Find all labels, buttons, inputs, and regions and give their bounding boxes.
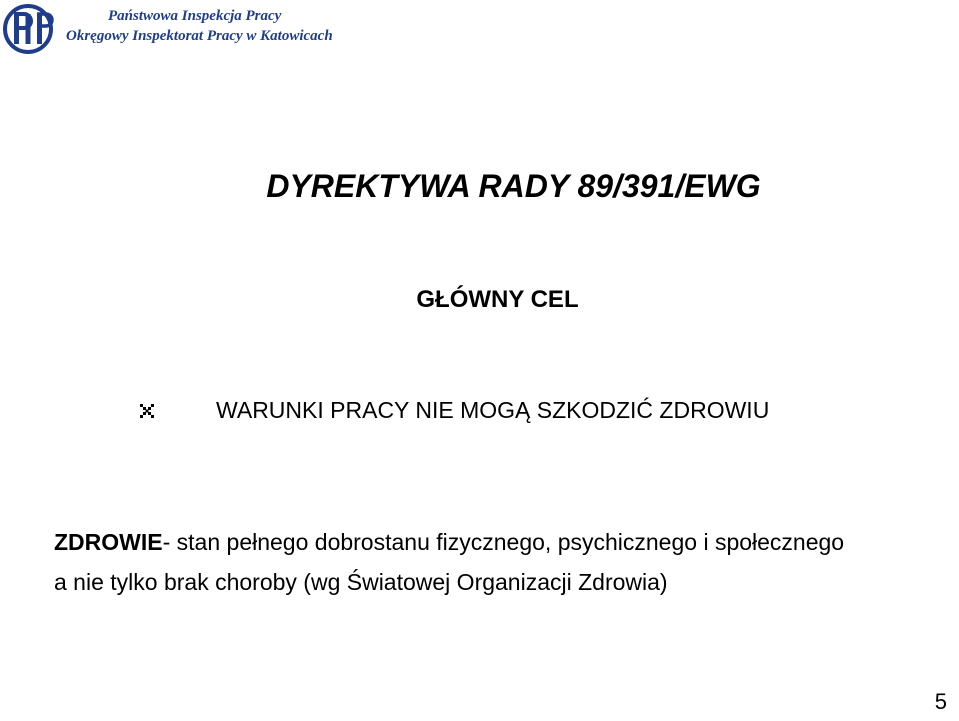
definition-text-1: - stan pełnego dobrostanu fizycznego, psychicznego i społecznego bbox=[162, 529, 845, 555]
header bbox=[0, 0, 400, 60]
org-unit: Okręgowy Inspektorat Pracy w Katowicach bbox=[66, 28, 333, 44]
slide-title: DYREKTYWA RADY 89/391/EWG bbox=[266, 168, 761, 204]
pip-logo-icon bbox=[2, 4, 54, 54]
bullet-item bbox=[140, 397, 769, 424]
definition-line-2: a nie tylko brak choroby (wg Światowej Organizacji Zdrowia) bbox=[54, 569, 668, 595]
page-number: 5 bbox=[934, 689, 947, 714]
definition-term: ZDROWIE bbox=[54, 529, 163, 555]
bullet-text: WARUNKI PRACY NIE MOGĄ SZKODZIĆ ZDROWIU bbox=[216, 397, 770, 423]
slide-subtitle: GŁÓWNY CEL bbox=[416, 286, 579, 313]
org-name: Państwowa Inspekcja Pracy bbox=[108, 8, 282, 24]
checkered-bullet-icon bbox=[140, 404, 154, 418]
definition-line-1 bbox=[54, 522, 954, 562]
health-definition bbox=[54, 522, 954, 602]
